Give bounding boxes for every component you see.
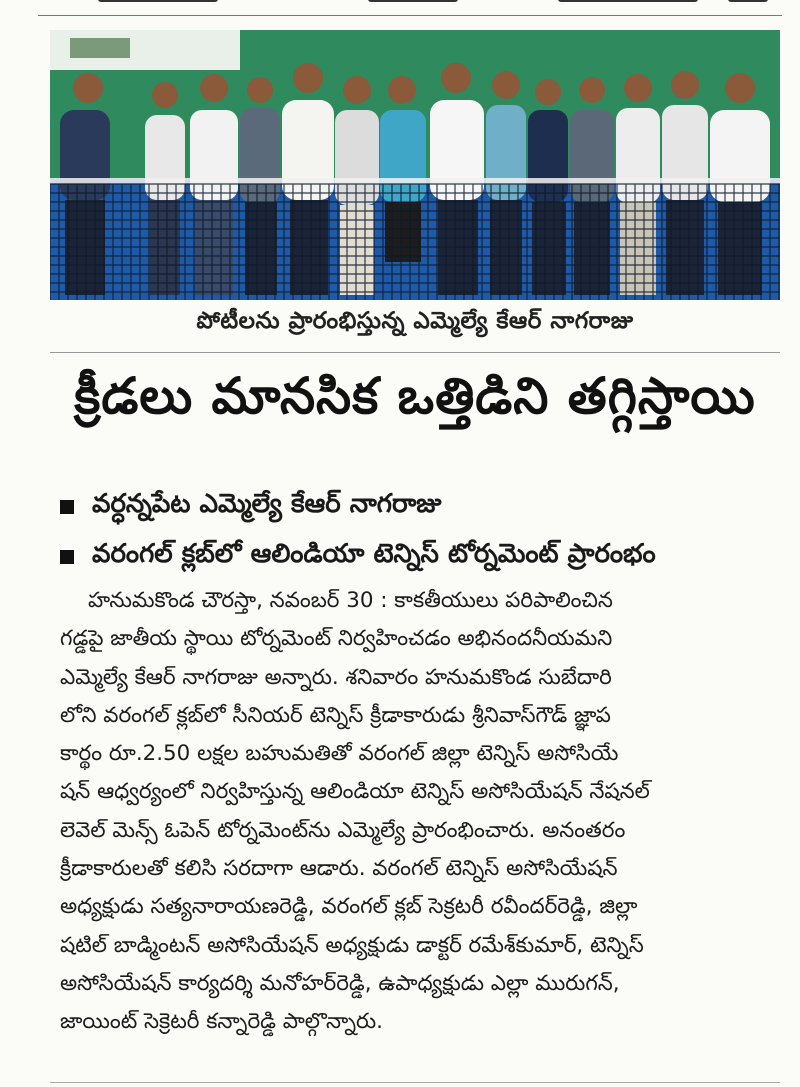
- caption-divider: [50, 352, 780, 353]
- bullet-square-icon: [60, 550, 74, 564]
- body-line: గడ్డపై జాతీయ స్థాయి టోర్నమెంట్ నిర్వహించడం అభినందనీయమని: [60, 626, 613, 652]
- article-headline: క్రీడలు మానసిక ఒత్తిడిని తగ్గిస్తాయి: [74, 367, 756, 425]
- body-line: హనుమకొండ చౌరస్తా, నవంబర్ 30 : కాకతీయులు పరిపాలించిన: [88, 588, 613, 613]
- tennis-group-photo: [50, 30, 780, 300]
- body-line: ఎమ్మెల్యే కేఆర్ నాగరాజు అన్నారు. శనివారం హనుమకొండ సుబేదారి: [60, 664, 612, 690]
- bottom-divider: [50, 1082, 780, 1083]
- article-body: [60, 582, 782, 1042]
- body-line: క్రీడాకారులతో కలిసి సరదాగా ఆడారు. వరంగల్ టెన్నిస్ అసోసియేషన్: [60, 856, 618, 882]
- body-line: షటిల్ బాడ్మింటన్ అసోసియేషన్ అధ్యక్షుడు డాక్టర్ రమేశ్‌కుమార్, టెన్నిస్: [60, 932, 644, 958]
- news-photo: [50, 30, 780, 300]
- previous-article-edge: [38, 0, 782, 16]
- body-line: లోని వరంగల్ క్లబ్‌లో సీనియర్ టెన్నిస్ క్రీడాకారుడు శ్రీనివాస్‌గౌడ్ జ్ఞాప: [60, 702, 611, 728]
- photo-caption: పోటీలను ప్రారంభిస్తున్న ఎమ్మెల్యే కేఆర్ నాగరాజు: [196, 308, 634, 334]
- body-line: లెవెల్ మెన్స్ ఓపెన్ టోర్నమెంట్‌ను ఎమ్మెల్యే ప్రారంభించారు. అనంతరం: [60, 817, 626, 843]
- body-line: కార్థం రూ.2.50 లక్షల బహుమతితో వరంగల్ జిల్లా టెన్నిస్ అసోసియే: [60, 741, 619, 767]
- body-line: జాయింట్ సెక్రెటరీ కన్నారెడ్డి పాల్గొన్నారు.: [60, 1009, 383, 1035]
- body-line: షన్ ఆధ్వర్యంలో నిర్వహిస్తున్న ఆలిండియా టెన్నిస్ అసోసియేషన్ నేషనల్: [60, 779, 650, 805]
- subheadline-item: [50, 532, 780, 582]
- subheadline-list: [50, 482, 780, 582]
- body-line: అసోసియేషన్ కార్యదర్శి మనోహర్‌రెడ్డి, ఉపాధ్యక్షుడు ఎల్లా మురుగన్,: [60, 970, 620, 996]
- subheadline-text: వరంగల్ క్లబ్‌లో ఆలిండియా టెన్నిస్ టోర్నమెంట్ ప్రారంభం: [92, 539, 656, 569]
- subheadline-text: వర్ధన్నపేట ఎమ్మెల్యే కేఆర్ నాగరాజు: [92, 489, 442, 519]
- subheadline-item: [50, 482, 780, 532]
- body-line: అధ్యక్షుడు సత్యనారాయణరెడ్డి, వరంగల్ క్లబ్ సెక్రటరీ రవీందర్‌రెడ్డి, జిల్లా: [60, 894, 638, 920]
- bullet-square-icon: [60, 500, 74, 514]
